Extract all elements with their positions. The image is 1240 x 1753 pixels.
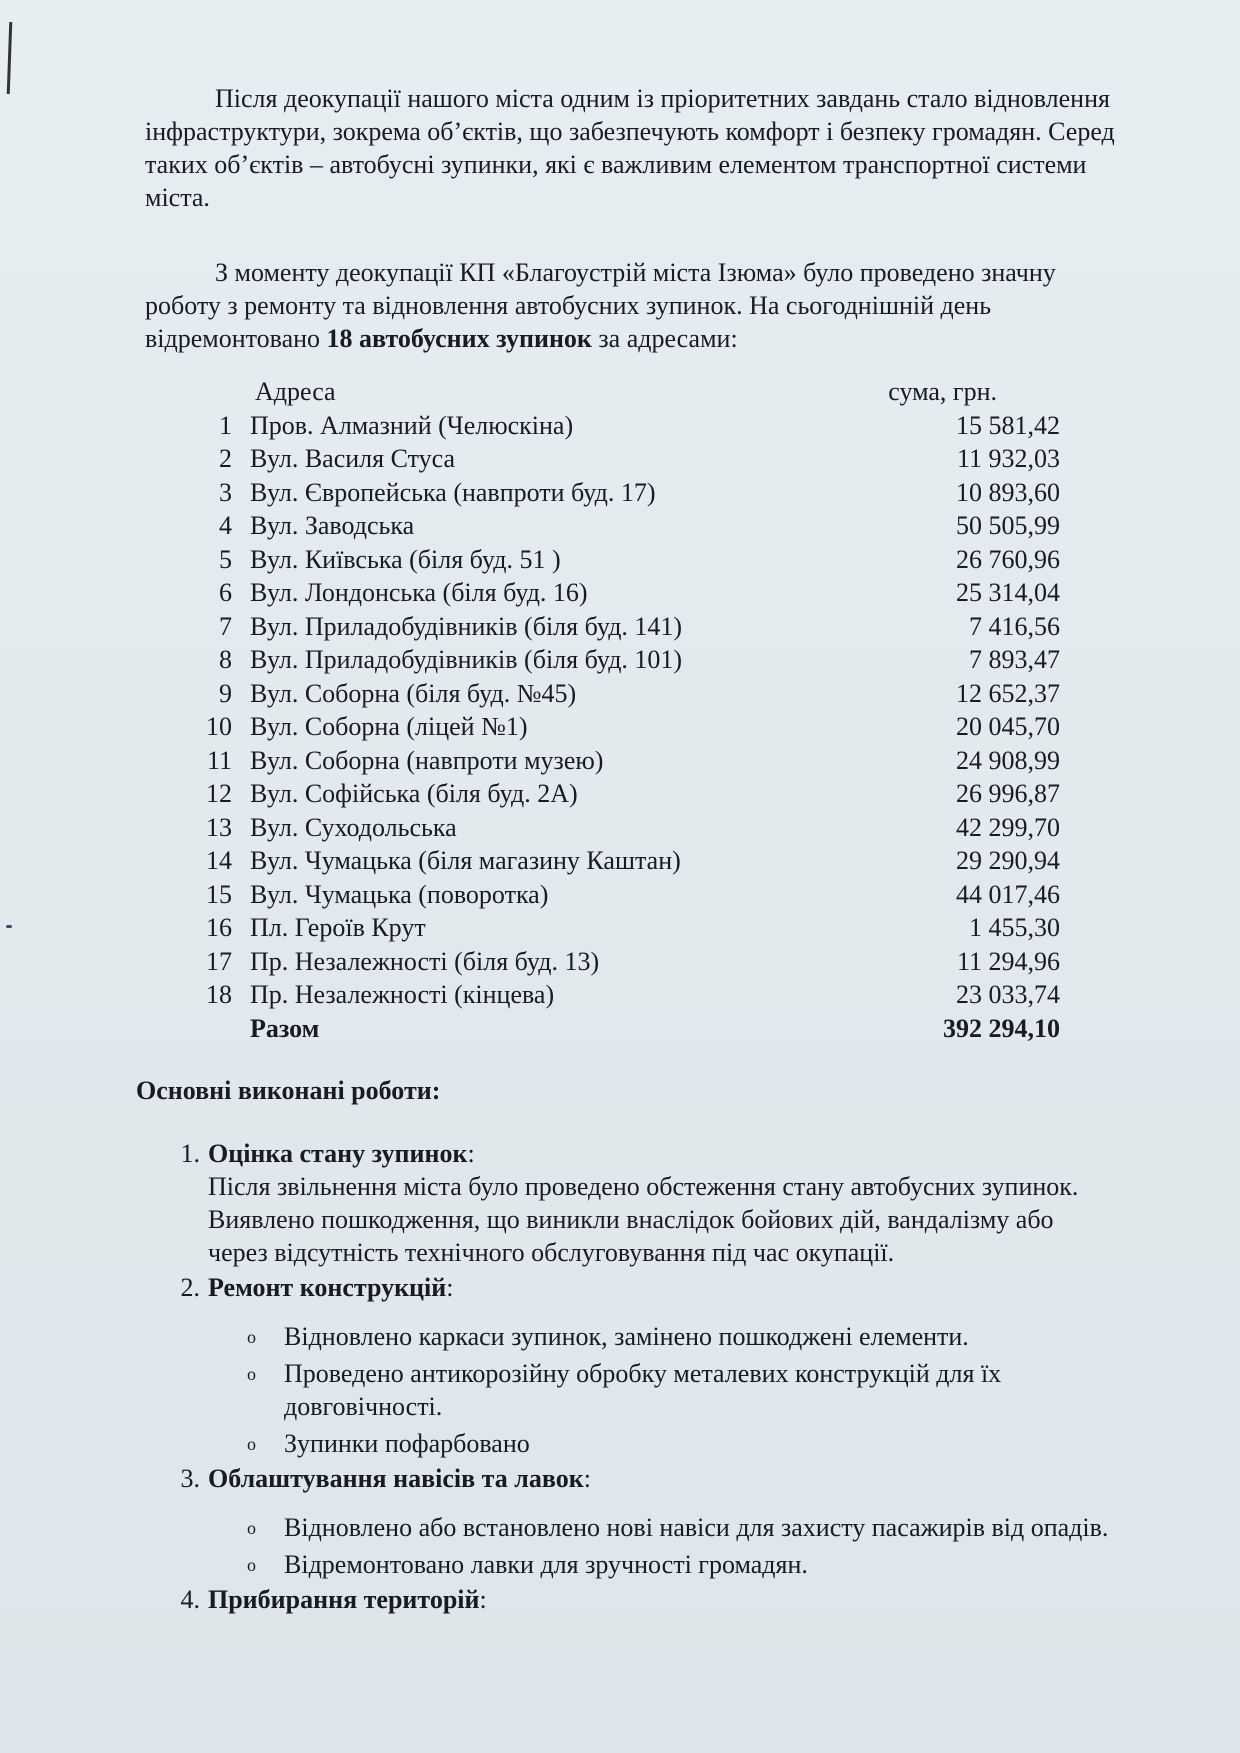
row-number: 15 <box>206 879 232 909</box>
row-address: Пл. Героїв Крут <box>250 913 426 942</box>
row-address: Вул. Київська (біля буд. 51 ) <box>250 544 561 574</box>
table-row <box>0 511 1240 545</box>
work-item-header <box>0 1583 1240 1616</box>
work-item-number: 4. <box>180 1585 200 1614</box>
row-address: Вул. Приладобудівників (біля буд. 141) <box>250 611 683 641</box>
row-number: 16 <box>206 913 232 942</box>
sum-column-header: сума, грн. <box>888 377 997 406</box>
row-number: 2 <box>219 444 232 473</box>
row-sum: 10 893,60 <box>956 477 1060 507</box>
work-item-colon: : <box>467 1139 475 1168</box>
row-sum: 7 893,47 <box>969 645 1060 674</box>
bullet-text: Відновлено або встановлено нові навіси для захисту пасажирів від опадів. <box>284 1513 1109 1542</box>
work-item <box>0 1271 1240 1460</box>
bullet-circle-icon: o <box>247 1364 256 1384</box>
work-item-title <box>208 1462 591 1495</box>
row-sum: 15 581,42 <box>956 410 1060 440</box>
row-address: Вул. Василя Стуса <box>250 444 456 473</box>
work-item <box>0 1462 1240 1581</box>
row-address: Вул. Софійська (біля буд. 2А) <box>250 779 578 808</box>
work-item-colon: : <box>479 1585 487 1614</box>
row-address: Вул. Заводська <box>250 511 415 540</box>
row-address: Пр. Незалежності (біля буд. 13) <box>250 946 600 976</box>
work-item-number: 1. <box>180 1139 200 1168</box>
row-number: 9 <box>219 678 232 708</box>
table-row <box>0 679 1240 713</box>
table-row <box>0 779 1240 813</box>
bullet-circle-icon: o <box>247 1555 256 1575</box>
row-address: Вул. Соборна (біля буд. №45) <box>250 678 577 708</box>
work-item-bullet <box>247 1320 1134 1353</box>
row-sum: 11 294,96 <box>956 946 1060 976</box>
row-number: 3 <box>219 477 232 507</box>
work-item-title-text: Прибирання територій <box>208 1585 480 1614</box>
row-sum: 29 290,94 <box>956 846 1060 875</box>
summary-paragraph <box>145 256 1135 355</box>
table-row <box>0 980 1240 1014</box>
work-item-bullet <box>247 1511 1134 1544</box>
row-address: Вул. Соборна (навпроти музею) <box>250 745 604 775</box>
summary-text-end: за адресами: <box>591 324 738 353</box>
table-row <box>0 813 1240 847</box>
table-row <box>0 880 1240 914</box>
intro-paragraph <box>145 82 1135 214</box>
row-address: Пр. Незалежності (кінцева) <box>250 980 555 1009</box>
row-number: 13 <box>206 812 232 842</box>
row-address: Вул. Чумацька (поворотка) <box>250 879 549 909</box>
work-item-colon: : <box>446 1273 454 1302</box>
address-column-header: Адреса <box>255 377 336 406</box>
summary-count: 18 автобусних зупинок <box>326 324 592 353</box>
table-row <box>0 444 1240 478</box>
table-row <box>0 411 1240 445</box>
row-address: Вул. Європейська (навпроти буд. 17) <box>250 477 656 507</box>
row-number: 10 <box>206 712 232 741</box>
row-number: 5 <box>219 544 232 574</box>
row-address: Вул. Чумацька (біля магазину Каштан) <box>250 846 681 875</box>
table-row <box>0 913 1240 947</box>
row-number: 1 <box>219 410 232 440</box>
work-item-title <box>208 1583 487 1616</box>
row-number: 18 <box>206 980 232 1009</box>
row-number: 11 <box>206 745 232 775</box>
work-item-number: 3. <box>180 1464 200 1493</box>
row-number: 6 <box>219 578 232 607</box>
row-sum: 25 314,04 <box>956 578 1060 607</box>
row-sum: 1 455,30 <box>969 913 1060 942</box>
row-number: 4 <box>219 511 232 540</box>
table-row <box>0 746 1240 780</box>
table-row <box>0 545 1240 579</box>
row-sum: 24 908,99 <box>956 745 1060 775</box>
table-row <box>0 478 1240 512</box>
table-row <box>0 712 1240 746</box>
work-item <box>0 1583 1240 1616</box>
summary-text-start: З моменту деокупації КП «Благоустрій міста Ізюма» було проведено значну роботу з ремонту та відновлення автобусних зупинок. На сьогоднішній день відремонтовано <box>145 258 1056 353</box>
bullet-text: Відновлено каркаси зупинок, замінено пошкоджені елементи. <box>284 1322 969 1351</box>
work-item <box>0 1137 1240 1269</box>
table-row <box>0 645 1240 679</box>
row-number: 14 <box>206 846 232 875</box>
row-number: 7 <box>219 611 232 641</box>
table-total-row <box>0 1014 1240 1048</box>
table-row <box>0 612 1240 646</box>
intro-text: Після деокупації нашого міста одним із пріоритетних завдань стало відновлення інфраструктури, зокрема об’єктів, що забезпечують комфорт і безпеку громадян. Серед таких об’єктів – автобусні зупинки, які є важливим елементом транспортної системи міста. <box>145 84 1115 212</box>
row-sum: 50 505,99 <box>956 511 1060 540</box>
row-sum: 11 932,03 <box>956 444 1060 473</box>
row-number: 8 <box>219 645 232 674</box>
work-item-number: 2. <box>180 1273 200 1302</box>
total-label: Разом <box>250 1013 320 1043</box>
work-item-title-text: Облаштування навісів та лавок <box>208 1464 584 1493</box>
table-row <box>0 947 1240 981</box>
work-item-bullet <box>247 1427 1134 1460</box>
work-item-title-text: Ремонт конструкцій <box>208 1273 447 1302</box>
row-address: Вул. Суходольська <box>250 812 457 842</box>
bus-stops-table <box>0 377 1240 1047</box>
table-row <box>0 846 1240 880</box>
total-sum: 392 294,10 <box>943 1013 1060 1043</box>
bullet-circle-icon: o <box>247 1327 256 1347</box>
bullet-text: Зупинки пофарбовано <box>284 1429 530 1458</box>
row-address: Вул. Соборна (ліцей №1) <box>250 712 528 741</box>
row-address: Пров. Алмазний (Челюскіна) <box>250 410 574 440</box>
table-header <box>0 377 1240 411</box>
row-sum: 23 033,74 <box>956 980 1060 1009</box>
bullet-circle-icon: o <box>247 1434 256 1454</box>
work-item-text: Після звільнення міста було проведено обстеження стану автобусних зупинок. Виявлено пошкодження, що виникли внаслідок бойових дій, вандалізму або через відсутність технічного обслуговування під час окупації. <box>208 1172 1079 1267</box>
row-sum: 12 652,37 <box>956 678 1060 708</box>
table-row <box>0 578 1240 612</box>
row-address: Вул. Лондонська (біля буд. 16) <box>250 578 588 607</box>
work-item-title <box>208 1271 453 1304</box>
work-item-bullet <box>247 1548 1134 1581</box>
works-heading: Основні виконані роботи: <box>136 1076 441 1105</box>
work-item-title-text: Оцінка стану зупинок <box>208 1139 468 1168</box>
row-number: 17 <box>206 946 232 976</box>
row-sum: 20 045,70 <box>956 712 1060 741</box>
row-sum: 44 017,46 <box>956 879 1060 909</box>
work-item-header <box>0 1271 1240 1304</box>
works-list <box>0 1135 1240 1616</box>
row-address: Вул. Приладобудівників (біля буд. 101) <box>250 645 683 674</box>
work-item-colon: : <box>583 1464 591 1493</box>
bullet-text: Проведено антикорозійну обробку металевих конструкцій для їх довговічності. <box>284 1359 1002 1421</box>
row-number: 12 <box>206 779 232 808</box>
work-item-title <box>208 1137 475 1170</box>
bullet-circle-icon: o <box>247 1518 256 1538</box>
scan-edge-mark <box>7 22 13 94</box>
work-item-bullet <box>247 1357 1134 1423</box>
bullet-text: Відремонтовано лавки для зручності громадян. <box>284 1550 808 1579</box>
row-sum: 26 760,96 <box>956 544 1060 574</box>
row-sum: 7 416,56 <box>969 611 1060 641</box>
work-item-header <box>0 1462 1240 1495</box>
work-item-header <box>0 1137 1240 1170</box>
row-sum: 42 299,70 <box>956 812 1060 842</box>
row-sum: 26 996,87 <box>956 779 1060 808</box>
